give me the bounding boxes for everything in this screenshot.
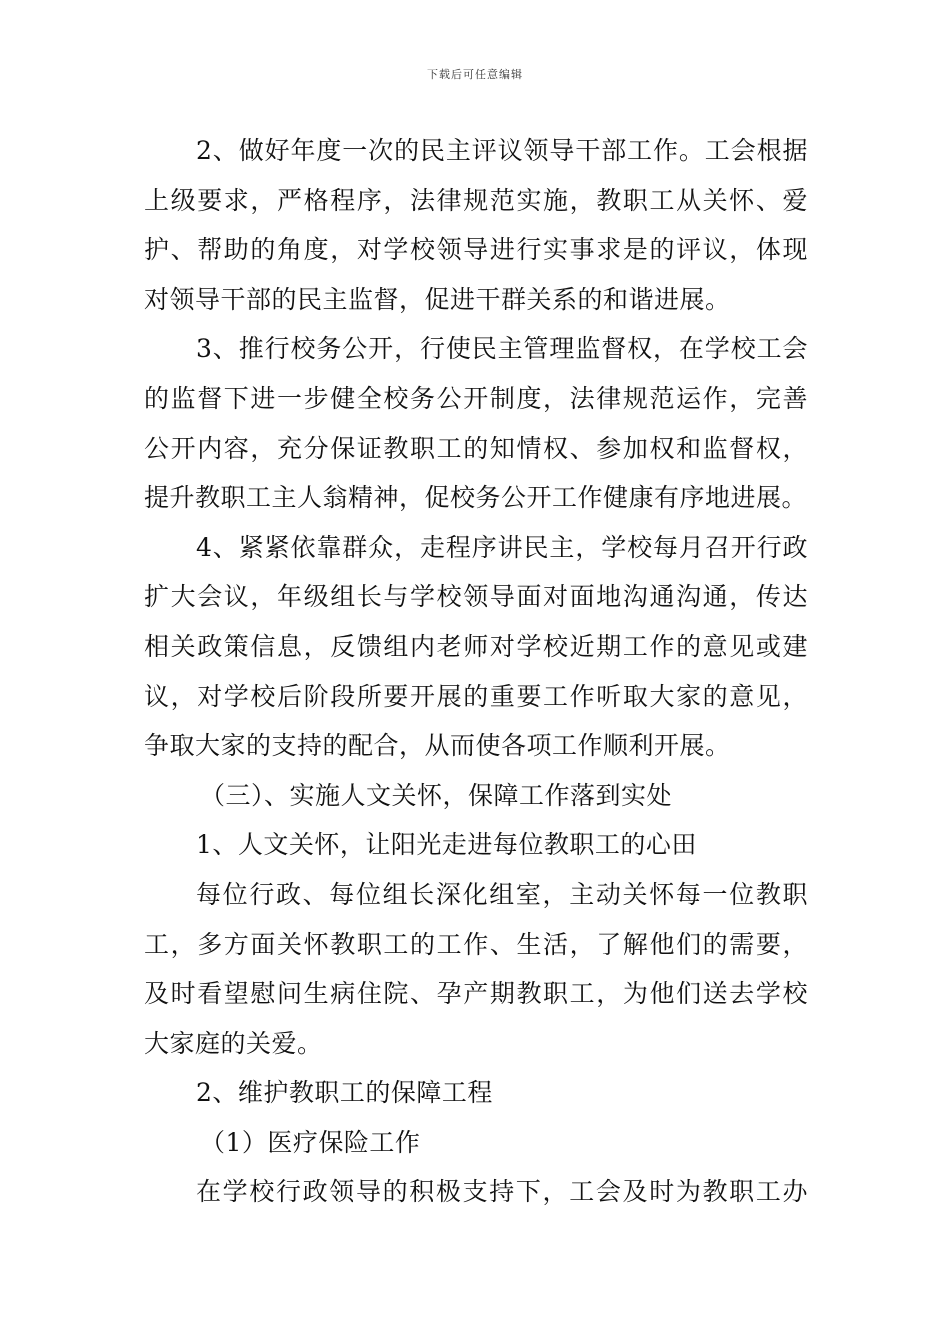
paragraph-line: 护、帮助的角度，对学校领导进行实事求是的评议，体现 [144, 235, 808, 265]
paragraph-line: 2、维护教职工的保障工程 [196, 1078, 493, 1108]
paragraph-line: 提升教职工主人翁精神，促校务公开工作健康有序地进展。 [144, 483, 808, 513]
document-body [144, 126, 808, 1217]
paragraph-line: 3、推行校务公开，行使民主管理监督权，在学校工会 [196, 334, 808, 364]
paragraph-line: （1）医疗保险工作 [200, 1127, 421, 1157]
paragraph-line: 上级要求，严格程序，法律规范实施，教职工从关怀、爱 [144, 185, 808, 215]
paragraph-line: 及时看望慰问生病住院、孕产期教职工，为他们送去学校 [144, 979, 808, 1009]
paragraph-line: 对领导干部的民主监督，促进干群关系的和谐进展。 [144, 284, 731, 314]
paragraph-line: 争取大家的支持的配合，从而使各项工作顺利开展。 [144, 731, 731, 761]
paragraph-line: 4、紧紧依靠群众，走程序讲民主，学校每月召开行政 [196, 532, 808, 562]
paragraph-line: 在学校行政领导的积极支持下，工会及时为教职工办 [196, 1177, 808, 1207]
paragraph-line: 议，对学校后阶段所要开展的重要工作听取大家的意见， [144, 681, 808, 711]
page-header: 下载后可任意编辑 [427, 68, 523, 81]
paragraph-line: 1、人文关怀，让阳光走进每位教职工的心田 [196, 830, 697, 860]
paragraph-line: 的监督下进一步健全校务公开制度，法律规范运作，完善 [144, 383, 808, 413]
paragraph-line: 大家庭的关爱。 [144, 1028, 323, 1058]
paragraph-line: 扩大会议，年级组长与学校领导面对面地沟通沟通，传达 [144, 582, 808, 612]
paragraph-line: 工，多方面关怀教职工的工作、生活，了解他们的需要， [144, 929, 808, 959]
paragraph-line: （三）、实施人文关怀，保障工作落到实处 [200, 780, 673, 810]
paragraph-line: 每位行政、每位组长深化组室，主动关怀每一位教职 [196, 879, 808, 909]
paragraph-line: 相关政策信息，反馈组内老师对学校近期工作的意见或建 [144, 631, 808, 661]
paragraph-line: 公开内容，充分保证教职工的知情权、参加权和监督权， [144, 433, 808, 463]
paragraph-line: 2、做好年度一次的民主评议领导干部工作。工会根据 [196, 136, 808, 165]
